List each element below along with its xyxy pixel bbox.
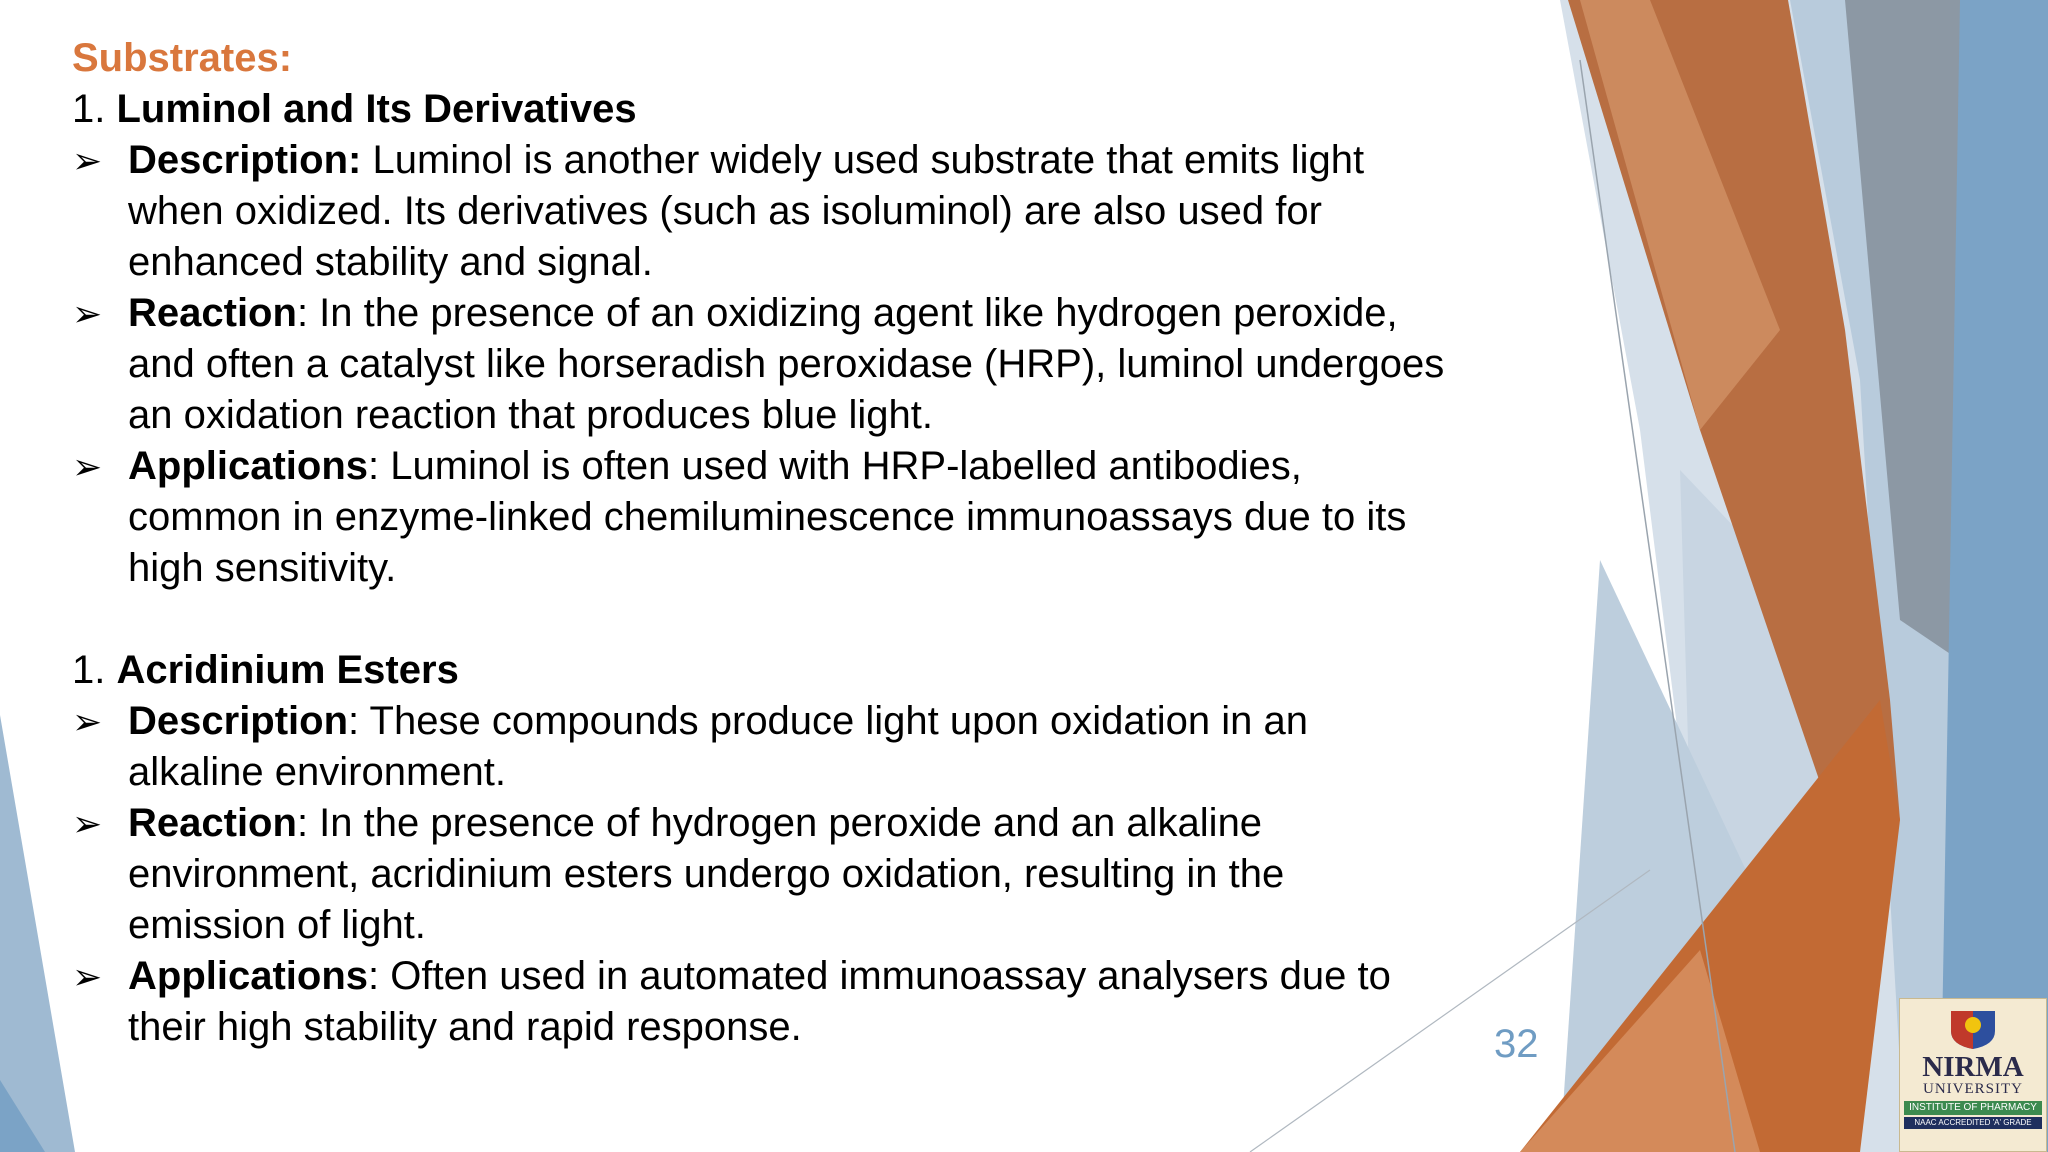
bullet-text: high sensitivity. — [128, 546, 397, 590]
bullet-text: alkaline environment. — [128, 750, 506, 794]
bullet-text: : Luminol is often used with HRP-labelled antibodies, — [368, 444, 1302, 488]
bullet-label: Reaction — [128, 291, 297, 335]
bullet-text: emission of light. — [128, 903, 426, 947]
bullet-text: an oxidation reaction that produces blue light. — [128, 393, 933, 437]
university-logo — [1899, 998, 2047, 1152]
bullet-text: when oxidized. Its derivatives (such as isoluminol) are also used for — [128, 189, 1322, 233]
bullet-label: Applications — [128, 444, 369, 488]
bullet-text: : Often used in automated immunoassay analysers due to — [368, 954, 1391, 998]
logo-name: NIRMA — [1922, 1051, 2024, 1083]
logo-accreditation: NAAC ACCREDITED 'A' GRADE — [1904, 1117, 2042, 1129]
bullet-text: : In the presence of hydrogen peroxide and an alkaline — [296, 801, 1263, 845]
bullet-label: Description — [128, 699, 349, 743]
bullet-item — [72, 135, 1572, 288]
section-title-text: Acridinium Esters — [116, 648, 459, 692]
section-number: 1. — [72, 87, 106, 131]
bullet-label: Description: — [128, 138, 362, 182]
section-title-luminol — [72, 84, 1572, 135]
section-title-acridinium — [72, 645, 1572, 696]
bullet-text: enhanced stability and signal. — [128, 240, 653, 284]
slide-heading: Substrates: — [72, 36, 293, 80]
slide-content — [72, 32, 1572, 1053]
bullet-text: and often a catalyst like horseradish peroxidase (HRP), luminol undergoes — [128, 342, 1445, 386]
arrow-bullet-icon: ➢ — [72, 701, 103, 742]
bullet-text: : In the presence of an oxidizing agent like hydrogen peroxide, — [296, 291, 1398, 335]
bullet-label: Applications — [128, 954, 369, 998]
bullet-text: common in enzyme-linked chemiluminescence immunoassays due to its — [128, 495, 1407, 539]
bullet-text: environment, acridinium esters undergo oxidation, resulting in the — [128, 852, 1285, 896]
bullet-label: Reaction — [128, 801, 297, 845]
logo-subtitle: UNIVERSITY — [1923, 1081, 2023, 1097]
section-number: 1. — [72, 648, 106, 692]
arrow-bullet-icon: ➢ — [72, 293, 103, 334]
bullet-text: : These compounds produce light upon oxidation in an — [348, 699, 1308, 743]
bullet-text: Luminol is another widely used substrate that emits light — [361, 138, 1365, 182]
arrow-bullet-icon: ➢ — [72, 446, 103, 487]
bullet-item — [72, 951, 1572, 1053]
bullet-item — [72, 696, 1572, 798]
university-emblem-icon — [1943, 1007, 2003, 1051]
section-title-text: Luminol and Its Derivatives — [116, 87, 637, 131]
section-spacer — [72, 594, 1572, 645]
bullet-item — [72, 441, 1572, 594]
bullet-text: their high stability and rapid response. — [128, 1005, 802, 1049]
logo-institute: INSTITUTE OF PHARMACY — [1904, 1101, 2042, 1115]
arrow-bullet-icon: ➢ — [72, 803, 103, 844]
bullet-item — [72, 798, 1572, 951]
arrow-bullet-icon: ➢ — [72, 956, 103, 997]
page-number: 32 — [1494, 1022, 1539, 1066]
arrow-bullet-icon: ➢ — [72, 140, 103, 181]
bullet-item — [72, 288, 1572, 441]
